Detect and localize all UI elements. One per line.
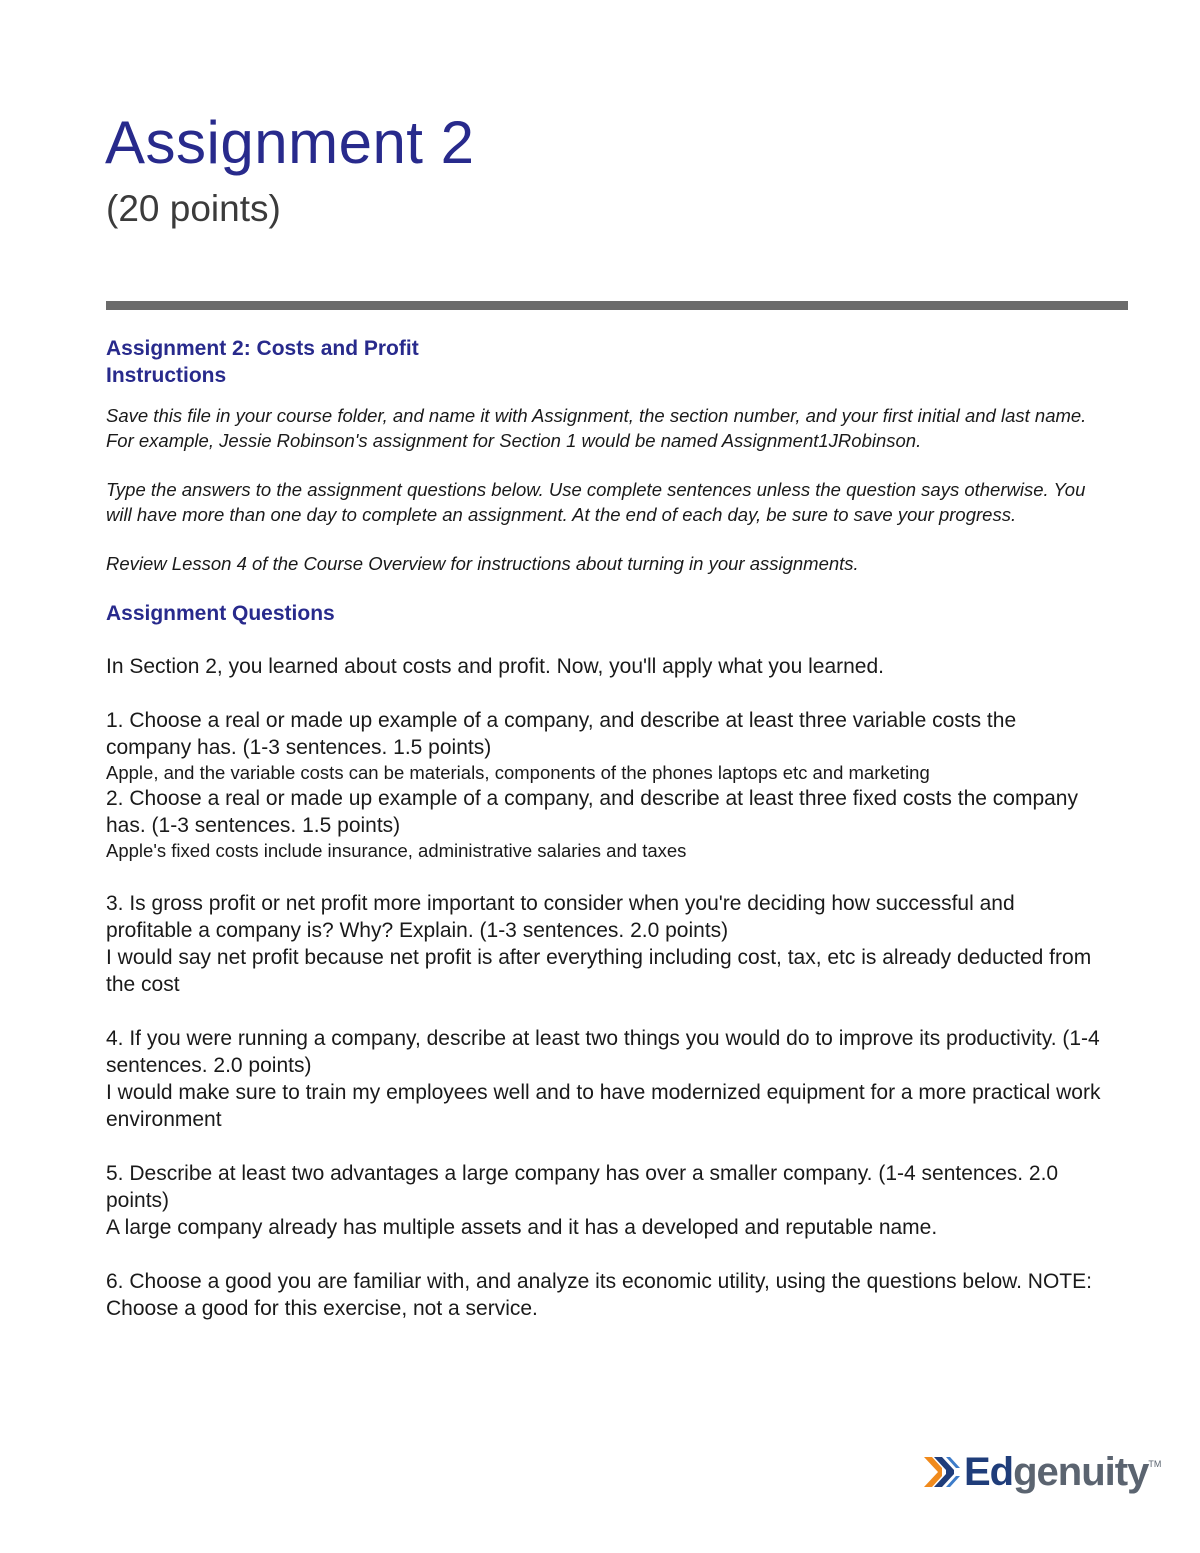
answer-5: A large company already has multiple assets and it has a developed and reputable name.: [106, 1216, 938, 1239]
page-title: Assignment 2: [105, 109, 475, 176]
answer-1: Apple, and the variable costs can be materials, components of the phones laptops etc and marketing: [106, 762, 930, 783]
edgenuity-logo: [920, 1447, 1161, 1497]
question-3: 3. Is gross profit or net profit more important to consider when you're deciding how successful and profitable a company is? Why? Explain. (1-3 sentences. 2.0 points): [106, 892, 1015, 942]
questions-heading: Assignment Questions: [106, 602, 335, 625]
instruction-paragraph: Type the answers to the assignment questions below. Use complete sentences unless the question says otherwise. You will have more than one day to complete an assignment. At the end of each day, be sure to save your progress.: [106, 479, 1086, 525]
questions-intro: In Section 2, you learned about costs and profit. Now, you'll apply what you learned.: [106, 655, 884, 678]
question-4: 4. If you were running a company, describe at least two things you would do to improve its productivity. (1-4 sentences. 2.0 points): [106, 1027, 1100, 1077]
answer-3: I would say net profit because net profit is after everything including cost, tax, etc is already deducted from the cost: [106, 946, 1092, 996]
document-body: [106, 335, 1106, 1322]
answer-2: Apple's fixed costs include insurance, administrative salaries and taxes: [106, 840, 687, 861]
points-subtitle: (20 points): [106, 188, 281, 229]
question-1: 1. Choose a real or made up example of a company, and describe at least three variable costs the company has. (1-3 sentences. 1.5 points): [106, 709, 1017, 759]
question-6: 6. Choose a good you are familiar with, and analyze its economic utility, using the questions below. NOTE: Choose a good for this exercise, not a service.: [106, 1270, 1092, 1320]
instruction-paragraph: Review Lesson 4 of the Course Overview for instructions about turning in your assignments.: [106, 553, 859, 574]
divider-rule: [106, 301, 1128, 310]
question-2: 2. Choose a real or made up example of a company, and describe at least three fixed costs the company has. (1-3 sentences. 1.5 points): [106, 787, 1078, 837]
edgenuity-x-icon: [920, 1451, 962, 1493]
trademark-mark: TM: [1148, 1459, 1162, 1469]
edgenuity-wordmark: Edgenuity: [964, 1449, 1149, 1494]
assignment-heading: Assignment 2: Costs and Profit: [106, 337, 419, 360]
question-5: 5. Describe at least two advantages a large company has over a smaller company. (1-4 sentences. 2.0 points): [106, 1162, 1059, 1212]
instructions-heading: Instructions: [106, 364, 227, 387]
instructions-block: [106, 403, 1106, 576]
answer-4: I would make sure to train my employees well and to have modernized equipment for a more practical work environment: [106, 1081, 1101, 1131]
instruction-paragraph: Save this file in your course folder, and name it with Assignment, the section number, and your first initial and last name. For example, Jessie Robinson's assignment for Section 1 would be named Assignment1JRobinson.: [106, 405, 1087, 451]
